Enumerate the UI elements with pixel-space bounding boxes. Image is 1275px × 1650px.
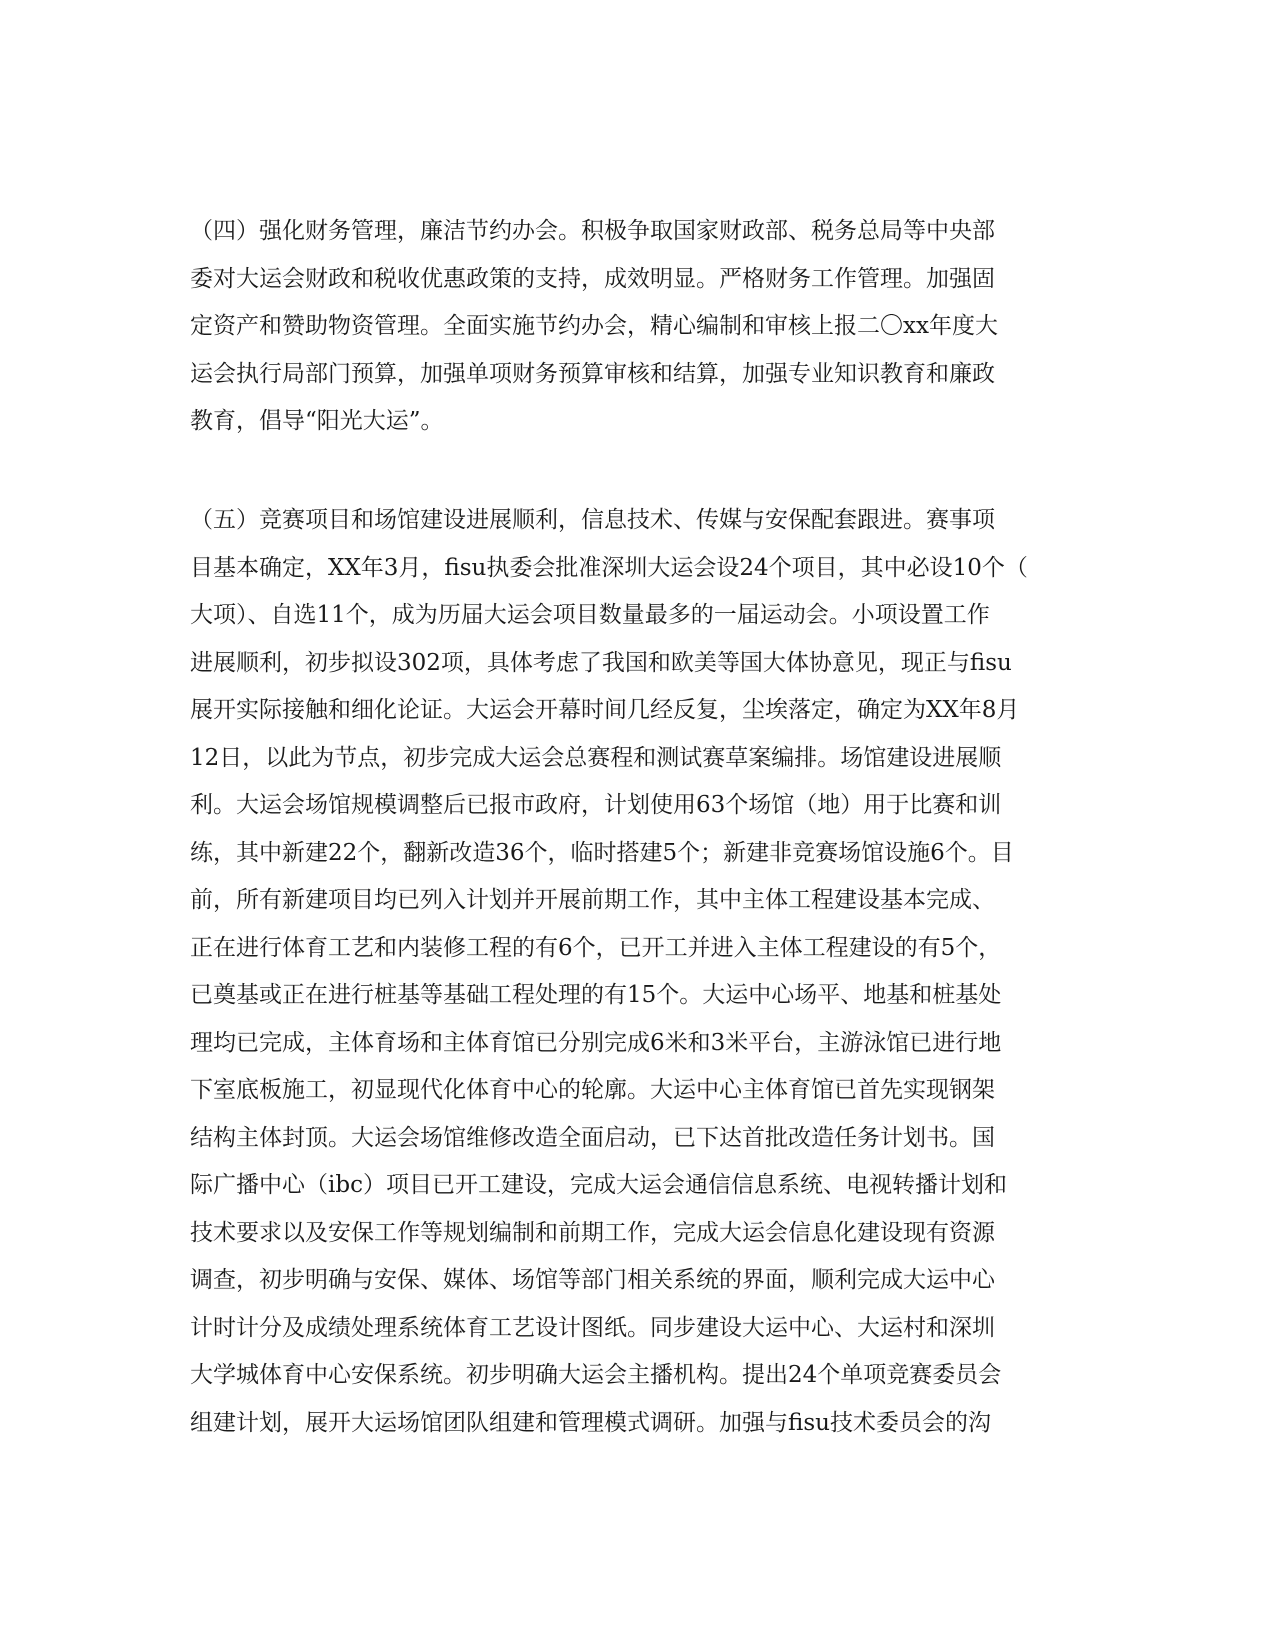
paragraph-line: 进展顺利，初步拟设302项，具体考虑了我国和欧美等国大体协意见，现正与fisu — [190, 649, 1012, 676]
paragraph-venues-construction — [190, 497, 1070, 1447]
paragraph-line: 展开实际接触和细化论证。大运会开幕时间几经反复，尘埃落定，确定为XX年8月 — [190, 697, 1020, 723]
paragraph-line: 练，其中新建22个，翻新改造36个，临时搭建5个；新建非竞赛场馆设施6个。目 — [190, 839, 1014, 866]
paragraph-line: （四）强化财务管理，廉洁节约办会。积极争取国家财政部、税务总局等中央部 — [190, 218, 995, 244]
paragraph-line: 计时计分及成绩处理系统体育工艺设计图纸。同步建设大运中心、大运村和深圳 — [190, 1314, 995, 1341]
paragraph-line: 理均已完成，主体育场和主体育馆已分别完成6米和3米平台，主游泳馆已进行地 — [190, 1029, 1002, 1056]
paragraph-line: 利。大运会场馆规模调整后已报市政府，计划使用63个场馆（地）用于比赛和训 — [190, 792, 1002, 818]
paragraph-line: 目基本确定，XX年3月，fisu执委会批准深圳大运会设24个项目，其中必设10个（ — [190, 554, 1028, 581]
paragraph-line: 定资产和赞助物资管理。全面实施节约办会，精心编制和审核上报二〇xx年度大 — [190, 313, 998, 339]
paragraph-line: 委对大运会财政和税收优惠政策的支持，成效明显。严格财务工作管理。加强固 — [190, 265, 995, 292]
paragraph-line: 结构主体封顶。大运会场馆维修改造全面启动，已下达首批改造任务计划书。国 — [190, 1124, 995, 1151]
paragraph-line: 大项）、自选11个，成为历届大运会项目数量最多的一届运动会。小项设置工作 — [190, 602, 990, 628]
paragraph-line: 技术要求以及安保工作等规划编制和前期工作，完成大运会信息化建设现有资源 — [190, 1219, 995, 1246]
paragraph-line: 大学城体育中心安保系统。初步明确大运会主播机构。提出24个单项竞赛委员会 — [190, 1362, 1002, 1388]
paragraph-finance-management — [190, 208, 1070, 446]
paragraph-line: 运会执行局部门预算，加强单项财务预算审核和结算，加强专业知识教育和廉政 — [190, 360, 995, 387]
paragraph-line: 调查，初步明确与安保、媒体、场馆等部门相关系统的界面，顺利完成大运中心 — [190, 1267, 995, 1293]
paragraph-line: 教育，倡导“阳光大运”。 — [190, 408, 444, 434]
paragraph-line: 正在进行体育工艺和内装修工程的有6个，已开工并进入主体工程建设的有5个， — [190, 934, 1002, 961]
paragraph-line: 组建计划，展开大运场馆团队组建和管理模式调研。加强与fisu技术委员会的沟 — [190, 1409, 991, 1436]
paragraph-line: （五）竞赛项目和场馆建设进展顺利，信息技术、传媒与安保配套跟进。赛事项 — [190, 507, 995, 533]
paragraph-line: 已奠基或正在进行桩基等基础工程处理的有15个。大运中心场平、地基和桩基处 — [190, 982, 1002, 1008]
paragraph-line: 际广播中心（ibc）项目已开工建设，完成大运会通信信息系统、电视转播计划和 — [190, 1172, 1007, 1198]
paragraph-line: 12日，以此为节点，初步完成大运会总赛程和测试赛草案编排。场馆建设进展顺 — [190, 744, 1002, 771]
paragraph-line: 前，所有新建项目均已列入计划并开展前期工作，其中主体工程建设基本完成、 — [190, 887, 995, 913]
paragraph-line: 下室底板施工，初显现代化体育中心的轮廓。大运中心主体育馆已首先实现钢架 — [190, 1077, 995, 1103]
